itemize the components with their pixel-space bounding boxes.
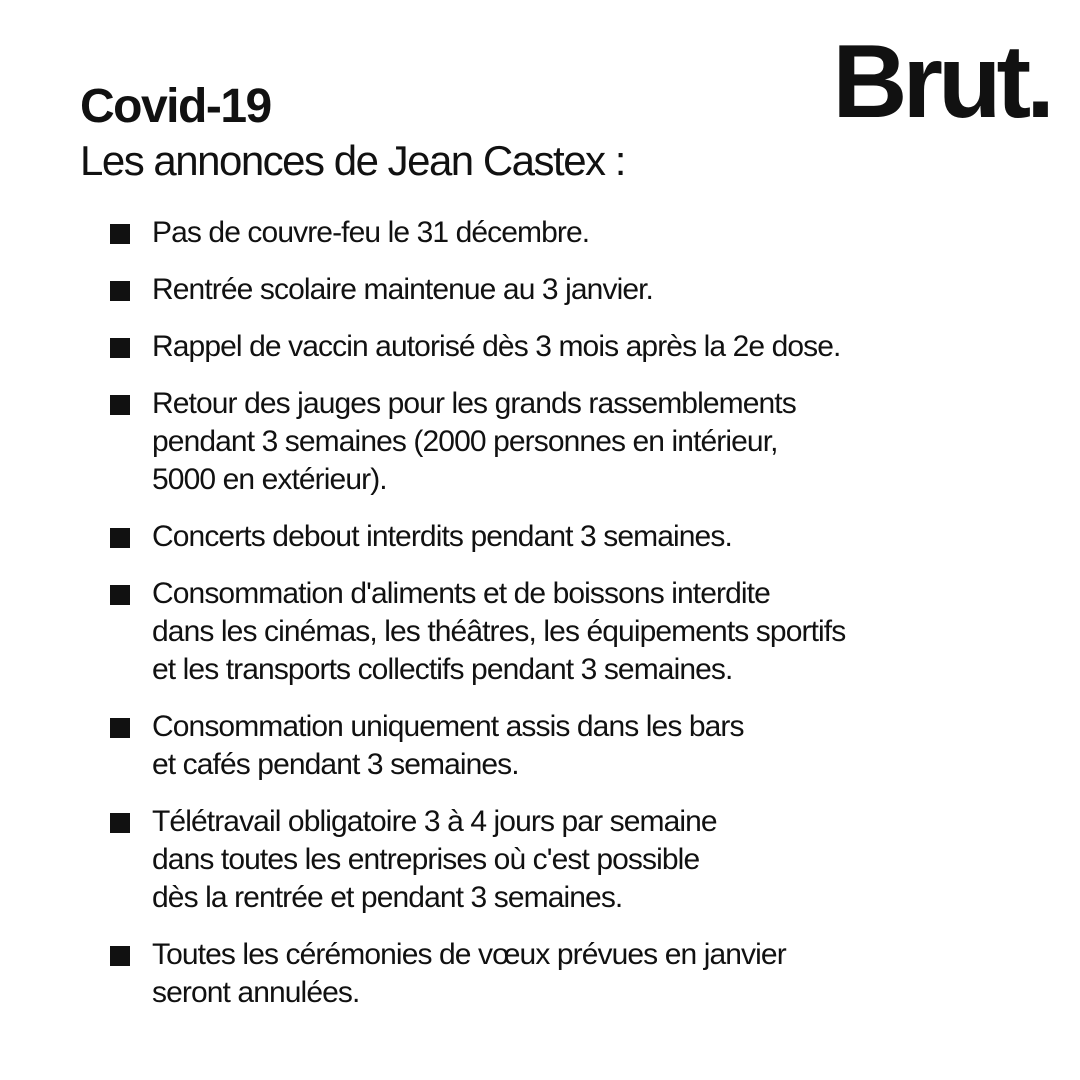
list-item (110, 708, 1010, 784)
list-item-text: Toutes les cérémonies de vœux prévues en janvier seront annulées. (152, 938, 786, 1009)
list-item-text: Concerts debout interdits pendant 3 semaines. (152, 520, 732, 553)
square-bullet-icon (110, 338, 130, 358)
list-item-text: Retour des jauges pour les grands rassemblements pendant 3 semaines (2000 personnes en intérieur, 5000 en extérieur). (152, 387, 796, 496)
list-item-text: Rentrée scolaire maintenue au 3 janvier. (152, 273, 653, 306)
page-subtitle: Les annonces de Jean Castex : (80, 137, 625, 184)
page-title: Covid-19 (80, 80, 271, 133)
list-item (110, 803, 1010, 917)
square-bullet-icon (110, 813, 130, 833)
square-bullet-icon (110, 395, 130, 415)
square-bullet-icon (110, 585, 130, 605)
list-item (110, 936, 1010, 1012)
list-item-text: Pas de couvre-feu le 31 décembre. (152, 216, 590, 249)
list-item-text: Télétravail obligatoire 3 à 4 jours par semaine dans toutes les entreprises où c'est possible dès la rentrée et pendant 3 semaines. (152, 805, 717, 914)
list-item (110, 518, 1010, 556)
announcement-list (110, 214, 1010, 1031)
square-bullet-icon (110, 946, 130, 966)
square-bullet-icon (110, 281, 130, 301)
square-bullet-icon (110, 528, 130, 548)
header (80, 82, 625, 186)
square-bullet-icon (110, 224, 130, 244)
list-item (110, 385, 1010, 499)
list-item-text: Consommation d'aliments et de boissons interdite dans les cinémas, les théâtres, les équipements sportifs et les transports collectifs pendant 3 semaines. (152, 577, 846, 686)
list-item-text: Rappel de vaccin autorisé dès 3 mois après la 2e dose. (152, 330, 841, 363)
list-item (110, 575, 1010, 689)
list-item (110, 271, 1010, 309)
list-item (110, 214, 1010, 252)
list-item (110, 328, 1010, 366)
list-item-text: Consommation uniquement assis dans les bars et cafés pendant 3 semaines. (152, 710, 744, 781)
brut-logo: Brut. (832, 24, 1050, 140)
square-bullet-icon (110, 718, 130, 738)
